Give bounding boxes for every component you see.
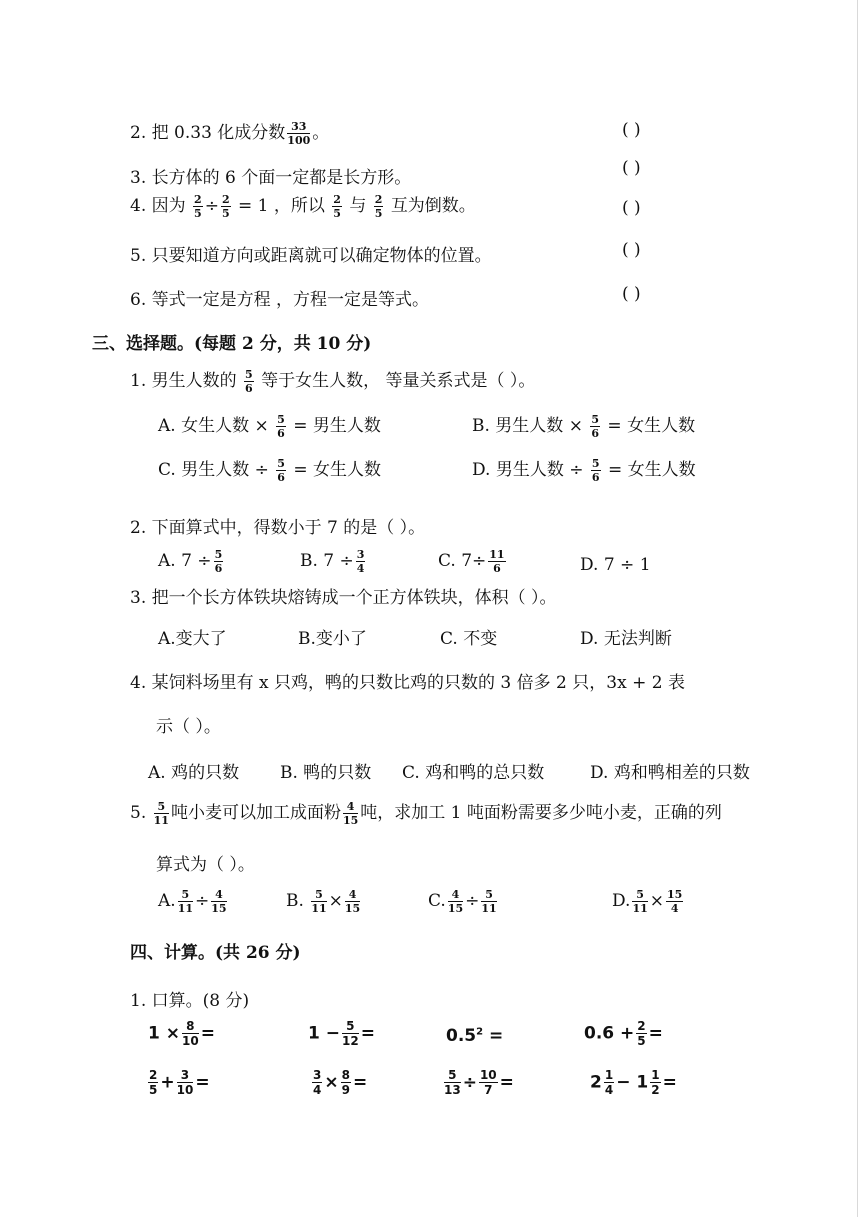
choice-q4-line2: 示（ ）。	[156, 717, 221, 737]
calc-r1c2: 1 − $\frac{5}{12}$ =	[308, 1019, 375, 1048]
q4-option-d[interactable]: D. 鸡和鸭相差的只数	[590, 763, 750, 783]
q2-option-c[interactable]: C. 7÷ $\frac{11}{6}$	[438, 548, 505, 575]
q2-option-d[interactable]: D. 7 ÷ 1	[580, 555, 651, 575]
q5-option-d[interactable]: D. $\frac{5}{11}$ × $\frac{15}{4}$	[612, 888, 683, 915]
choice-q5-line1: 5. $\frac{5}{11}$ 吨小麦可以加工成面粉 $\frac{4}{15}$ 吨，求加工 1 吨面粉需要多少吨小麦，正确的列	[130, 800, 722, 827]
q5-option-a[interactable]: A. $\frac{5}{11}$ ÷ $\frac{4}{15}$	[158, 888, 227, 915]
calc-r1c1: 1 × $\frac{8}{10}$ =	[148, 1019, 215, 1048]
q5-option-b[interactable]: B. $\frac{5}{11}$ × $\frac{4}{15}$	[286, 888, 361, 915]
answer-paren[interactable]: ( )	[622, 120, 641, 140]
q4-option-c[interactable]: C. 鸡和鸭的总只数	[402, 763, 545, 783]
q1-option-a[interactable]: A. 女生人数 × $\frac{5}{6}$ = 男生人数	[158, 413, 381, 440]
judge-q5: 5. 只要知道方向或距离就可以确定物体的位置。	[130, 246, 492, 266]
q2-option-b[interactable]: B. 7 ÷ $\frac{3}{4}$	[300, 548, 365, 575]
judge-q4: 4. 因为 $\frac{2}{5}$ ÷ $\frac{2}{5}$ = 1 ，所以 $\frac{2}{5}$ 与 $\frac{2}{5}$ 互为倒数。	[130, 193, 476, 220]
choice-q4-line1: 4. 某饲料场里有 x 只鸡，鸭的只数比鸡的只数的 3 倍多 2 只，3x + 2 表	[130, 673, 685, 693]
q2-text: 2. 把 0.33 化成分数	[130, 123, 286, 143]
answer-paren[interactable]: ( )	[622, 158, 641, 178]
choice-q2: 2. 下面算式中，得数小于 7 的是（ ）。	[130, 518, 426, 538]
q4-option-a[interactable]: A. 鸡的只数	[148, 763, 240, 783]
q5-option-c[interactable]: C. $\frac{4}{15}$ ÷ $\frac{5}{11}$	[428, 888, 497, 915]
choice-q3: 3. 把一个长方体铁块熔铸成一个正方体铁块，体积（ ）。	[130, 588, 557, 608]
calc-r2c3: $\frac{5}{13}$ ÷ $\frac{10}{7}$ =	[444, 1068, 514, 1097]
choice-q5-line2: 算式为（ ）。	[156, 855, 255, 875]
oral-calc-title: 1. 口算。(8 分)	[130, 991, 250, 1011]
calc-r1c3: $0.5^2$ =	[446, 1026, 504, 1046]
q2-option-a[interactable]: A. 7 ÷ $\frac{5}{6}$	[158, 548, 223, 575]
answer-paren[interactable]: ( )	[622, 240, 641, 260]
calc-r1c4: 0.6 + $\frac{2}{5}$ =	[584, 1019, 663, 1048]
calc-r2c1: $\frac{2}{5}$ + $\frac{3}{10}$ =	[149, 1068, 210, 1097]
answer-paren[interactable]: ( )	[622, 284, 641, 304]
answer-paren[interactable]: ( )	[622, 198, 641, 218]
q3-option-b[interactable]: B.变小了	[298, 629, 367, 649]
section3-heading: 三、选择题。(每题 2 分，共 10 分)	[92, 334, 372, 354]
judge-q2: 2. 把 0.33 化成分数 $\frac{33}{100}$ 。	[130, 120, 330, 147]
judge-q6: 6. 等式一定是方程 ，方程一定是等式。	[130, 290, 430, 310]
fraction: $\frac{33}{100}$	[287, 120, 311, 147]
q1-option-c[interactable]: C. 男生人数 ÷ $\frac{5}{6}$ = 女生人数	[158, 457, 381, 484]
choice-q1: 1. 男生人数的 $\frac{5}{6}$ 等于女生人数， 等量关系式是（ ）。	[130, 368, 536, 395]
q1-option-d[interactable]: D. 男生人数 ÷ $\frac{5}{6}$ = 女生人数	[472, 457, 696, 484]
q1-option-b[interactable]: B. 男生人数 × $\frac{5}{6}$ = 女生人数	[472, 413, 696, 440]
section4-heading: 四、计算。(共 26 分)	[130, 943, 301, 963]
judge-q3: 3. 长方体的 6 个面一定都是长方形。	[130, 168, 412, 188]
q3-option-c[interactable]: C. 不变	[440, 629, 498, 649]
page-edge-line	[857, 0, 858, 1217]
calc-r2c4: 2 $\frac{1}{4}$ − 1 $\frac{1}{2}$ =	[590, 1068, 677, 1097]
q3-option-d[interactable]: D. 无法判断	[580, 629, 672, 649]
calc-r2c2: $\frac{3}{4}$ × $\frac{8}{9}$ =	[313, 1068, 368, 1097]
q3-option-a[interactable]: A.变大了	[158, 629, 227, 649]
q4-option-b[interactable]: B. 鸭的只数	[280, 763, 372, 783]
